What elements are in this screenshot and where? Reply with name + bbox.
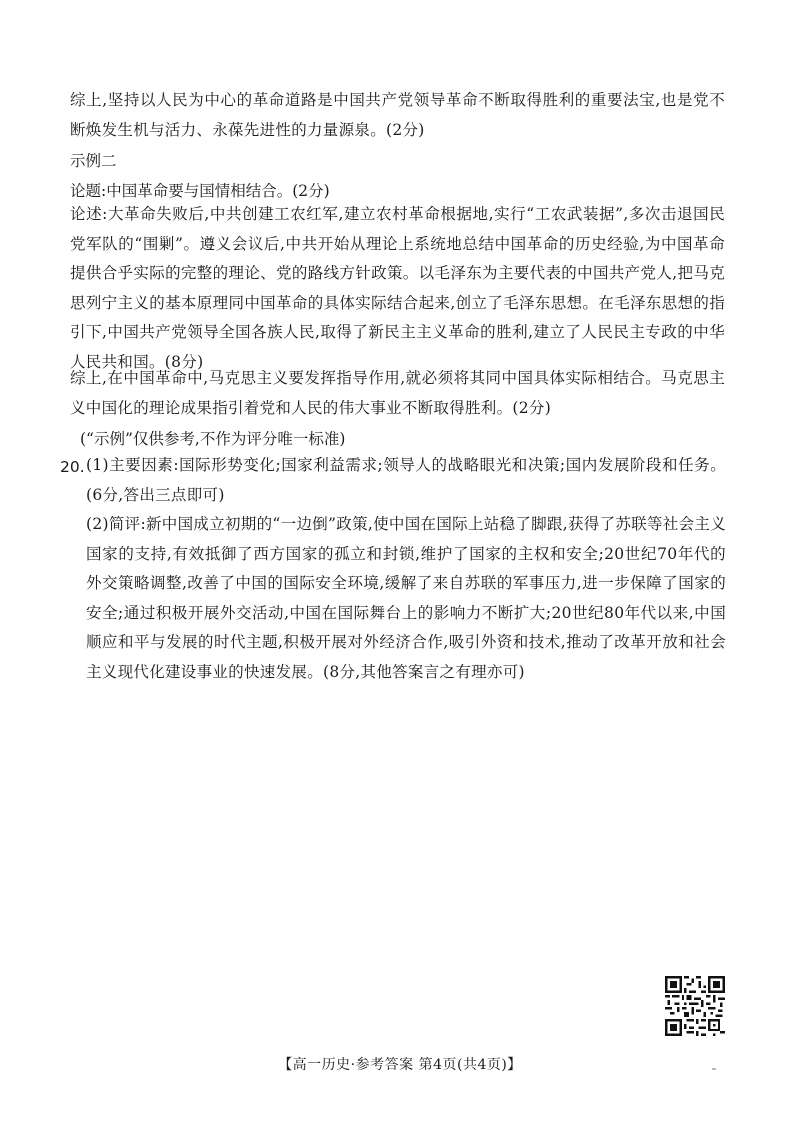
thesis-line: 论题:中国革命要与国情相结合。(2分) [70,182,330,200]
question-20-part-1: (1)主要因素:国际形势变化;国家利益需求;领导人的战略眼光和决策;国内发展阶段和任务。(6分,答出三点即可) [86,456,726,504]
paragraph-conclusion-2: 综上,在中国革命中,马克思主义要发挥指导作用,就必须将其同中国具体实际相结合。马克思主义中国化的理论成果指引着党和人民的伟大事业不断取得胜利。(2分) [70,369,725,417]
question-number: 20. [60,458,85,476]
argument-paragraph: 论述:大革命失败后,中共创建工农红军,建立农村革命根据地,实行“工农武装据”,多次击退国民党军队的“围剿”。遵义会议后,中共开始从理论上系统地总结中国革命的历史经验,为中国革命提供合乎实际的完整的理论、党的路线方针政策。以毛泽东为主要代表的中国共产党人,把马克思列宁主义的基本原理同中国革命的具体实际结合起来,创立了毛泽东思想。在毛泽东思想的指引下,中国共产党领导全国各族人民,取得了新民主主义革命的胜利,建立了人民民主专政的中华人民共和国。(8分) [70,205,725,371]
question-20-part-2: (2)简评:新中国成立初期的“一边倒”政策,使中国在国际上站稳了脚跟,获得了苏联等社会主义国家的支持,有效抵御了西方国家的孤立和封锁,维护了国家的主权和安全;20世纪70年代的外交策略调整,改善了中国的国际安全环境,缓解了来自苏联的军事压力,进一步保障了国家的安全;通过积极开展外交活动,中国在国际舞台上的影响力不断扩大;20世纪80年代以来,中国顺应和平与发展的时代主题,积极开展对外经济合作,吸引外资和技术,推动了改革开放和社会主义现代化建设事业的快速发展。(8分,其他答案言之有理亦可) [86,515,726,681]
page-footer: 【高一历史·参考答案 第4页(共4页)】 [278,1057,522,1073]
reference-note: (“示例”仅供参考,不作为评分唯一标准) [80,430,346,448]
paragraph-conclusion-1: 综上,坚持以人民为中心的革命道路是中国共产党领导革命不断取得胜利的重要法宝,也是党不断焕发生机与活力、永葆先进性的力量源泉。(2分) [70,91,725,139]
example-heading: 示例二 [70,152,117,170]
qr-code-icon [665,976,725,1036]
